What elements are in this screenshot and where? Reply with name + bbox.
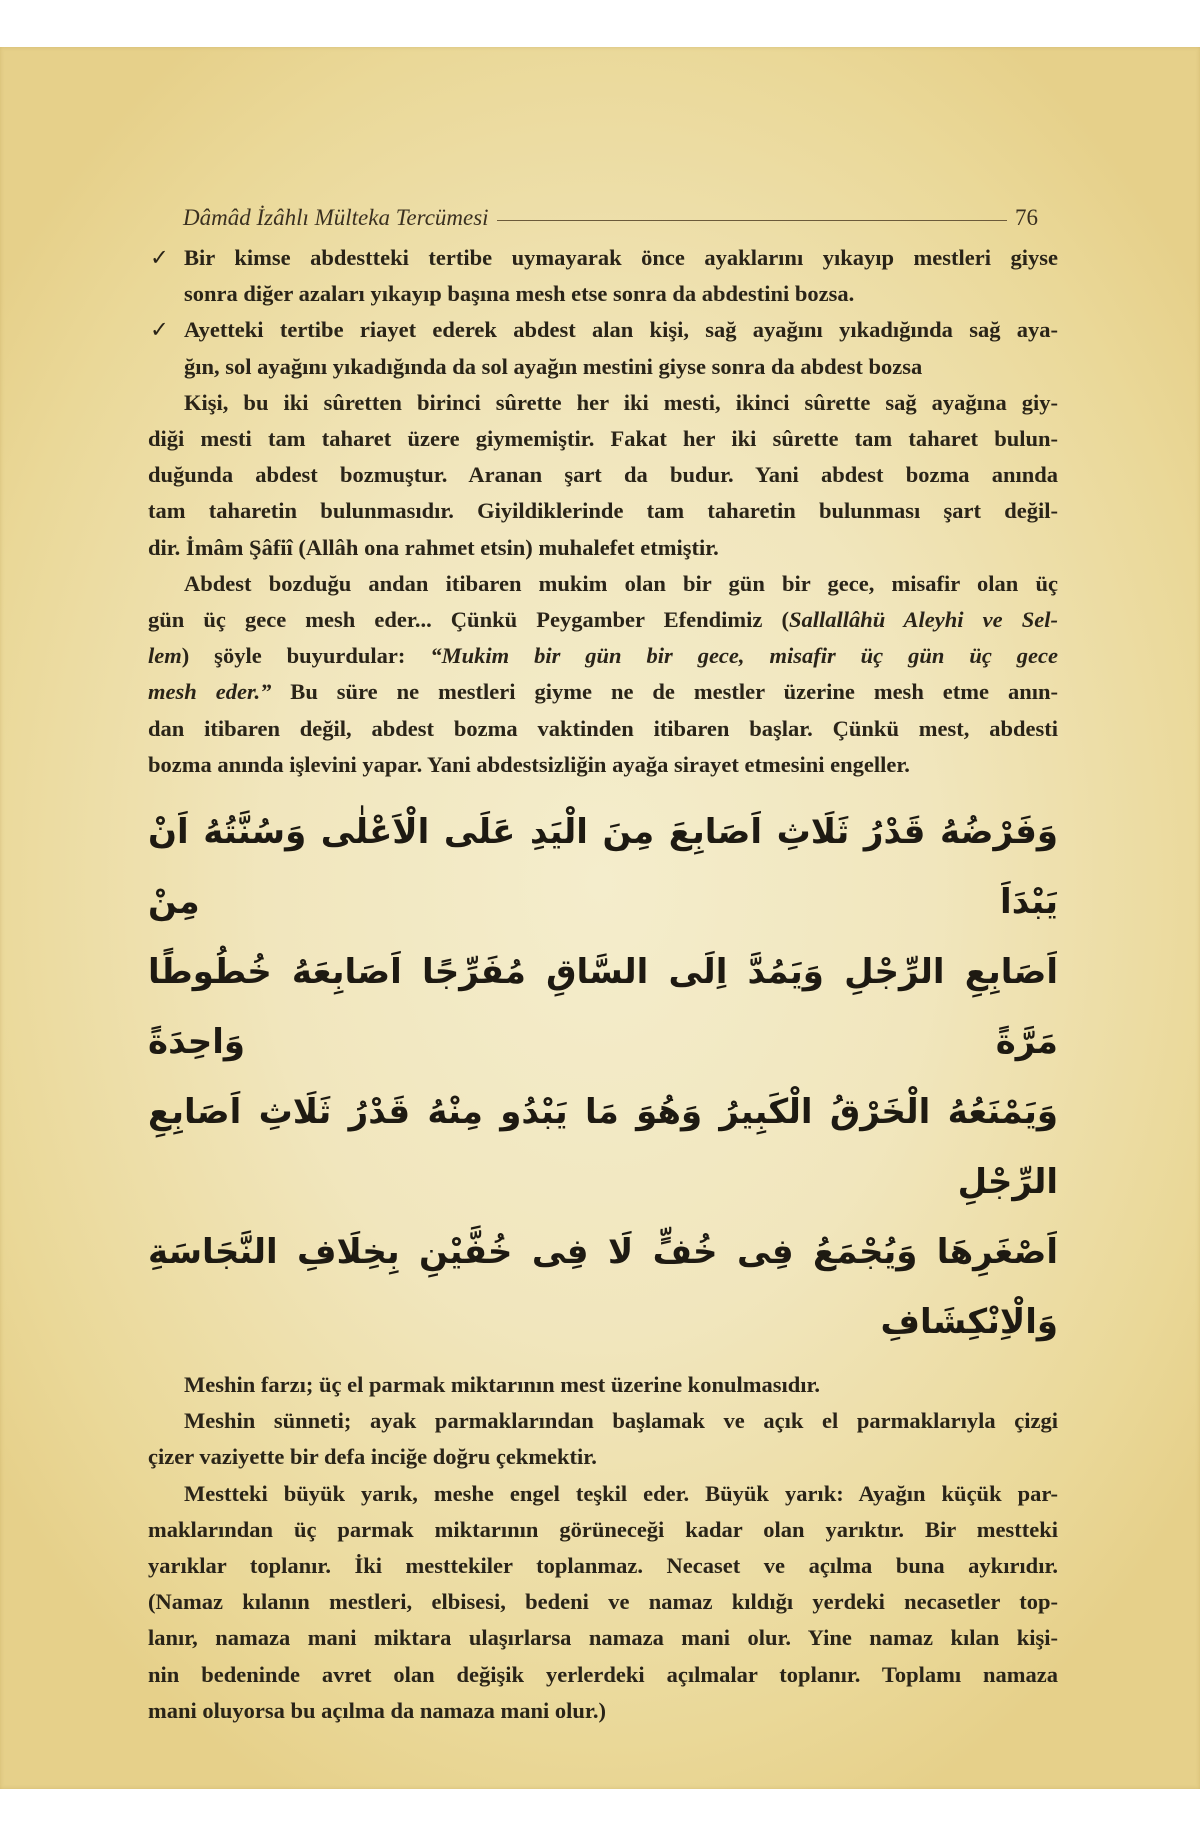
book-page [0,47,1200,1789]
book-title: Dâmâd İzâhlı Mülteka Tercümesi [183,204,489,230]
text-line: diği mesti tam taharet üzere giymemiştir. Fakat her iki sûrette tam taharet bulun- [148,426,1058,452]
text-line: çizer vaziyette bir defa inciğe doğru çekmektir. [148,1444,597,1470]
text-line: (Namaz kılanın mestleri, elbisesi, bedeni ve namaz kıldığı yerdeki necasetler top- [148,1589,1058,1615]
text-line: Mestteki büyük yarık, meshe engel teşkil eder. Büyük yarık: Ayağın küçük par- [184,1480,1058,1506]
salutation-italic: Sallallâhü Aleyhi ve Sel- [788,607,1058,633]
paragraph [148,385,1058,566]
text-line [148,638,1058,674]
text-line: tam taharetin bulunmasıdır. Giyildiklerinde tam taharetin bulunması şart değil- [148,498,1058,524]
arabic-text-block [148,797,1058,1357]
bullet-item [148,312,1058,384]
running-head [183,202,1038,234]
text-line: lanır, namaza mani miktara ulaşırlarsa namaza mani olur. Yine namaz kılan kişi- [148,1625,1058,1651]
text-line: Meshin farzı; üç el parmak miktarının mest üzerine konulmasıdır. [184,1372,821,1398]
check-icon: ✓ [150,245,169,270]
text-line: Abdest bozduğu andan itibaren mukim olan bir gün bir gece, misafir olan üç [184,570,1058,596]
paragraph-hadith [148,566,1058,783]
hadith-quote: mesh eder.” [148,679,272,705]
text-run: gün üç gece mesh eder... Çünkü Peygamber Efendimiz ( [148,607,789,633]
text-line: yarıklar toplanır. İki mesttekiler toplanmaz. Necaset ve açılma buna aykırıdır. [148,1553,1058,1579]
hadith-quote: “Mukim bir gün bir gece, misafir üç gün üç gece [430,643,1058,669]
bullet-item [148,240,1058,312]
text-line [148,602,1058,638]
arabic-line: وَفَرْضُهُ قَدْرُ ثَلَاثِ اَصَابِعَ مِنَ الْيَدِ عَلَى الْاَعْلٰى وَسُنَّتُهُ اَنْ يَبْدَاَ مِنْ [148,812,1058,923]
text-column [148,202,1058,1729]
text-line: dir. İmâm Şâfiî (Allâh ona rahmet etsin) muhalefet etmiştir. [148,534,719,560]
text-line: sonra diğer azaları yıkayıp başına mesh etse sonra da abdestini bozsa. [184,281,855,307]
text-line: Meshin sünneti; ayak parmaklarından başlamak ve açık el parmaklarıyla çizgi [184,1408,1058,1434]
arabic-line: وَيَمْنَعُهُ الْخَرْقُ الْكَبِيرُ وَهُوَ مَا يَبْدُو مِنْهُ قَدْرُ ثَلَاثِ اَصَابِعِ الرِّجْلِ [148,1092,1058,1203]
header-rule [497,220,1007,221]
arabic-line: اَصْغَرِهَا وَيُجْمَعُ فِى خُفٍّ لَا فِى خُفَّيْنِ بِخِلَافِ النَّجَاسَةِ وَالْاِنْكِشَافِ [148,1232,1058,1343]
text-line: Bir kimse abdestteki tertibe uymayarak önce ayaklarını yıkayıp mestleri giyse [184,245,1058,270]
text-line: ğın, sol ayağını yıkadığında da sol ayağın mestini giyse sonra da abdest bozsa [184,353,923,379]
text-line: duğunda abdest bozmuştur. Aranan şart da budur. Yani abdest bozma anında [148,462,1058,488]
check-icon: ✓ [150,317,169,343]
text-run: Bu süre ne mestleri giyme ne de mestler üzerine mesh etme anın- [271,679,1058,705]
text-run: ) şöyle buyurdular: [181,643,431,669]
text-line: nin bedeninde avret olan değişik yerlerdeki açılmalar toplanır. Toplamı namaza [148,1661,1058,1687]
arabic-line: اَصَابِعِ الرِّجْلِ وَيَمُدَّ اِلَى السَّاقِ مُفَرِّجًا اَصَابِعَهُ خُطُوطًا مَرَّةً وَاحِدَةً [148,952,1058,1063]
text-line: bozma anında işlevini yapar. Yani abdestsizliğin ayağa sirayet etmesini engeller. [148,751,910,777]
text-line: maklarından üç parmak miktarının görüneceği kadar olan yarıktır. Bir mestteki [148,1516,1058,1542]
page-number: 76 [1015,204,1038,230]
salutation-italic: lem [148,643,182,669]
text-line: Ayetteki tertibe riayet ederek abdest alan kişi, sağ ayağını yıkadığında sağ aya- [184,317,1058,343]
text-line: mani oluyorsa bu açılma da namaza mani olur.) [148,1697,606,1723]
text-line: dan itibaren değil, abdest bozma vaktinden itibaren başlar. Çünkü mest, abdesti [148,715,1058,741]
paragraph [148,1403,1058,1475]
text-line [148,674,1058,710]
paragraph [148,1476,1058,1729]
text-line: Kişi, bu iki sûretten birinci sûrette her iki mesti, ikinci sûrette sağ ayağına giy- [184,389,1058,415]
paragraph [148,1367,1058,1403]
